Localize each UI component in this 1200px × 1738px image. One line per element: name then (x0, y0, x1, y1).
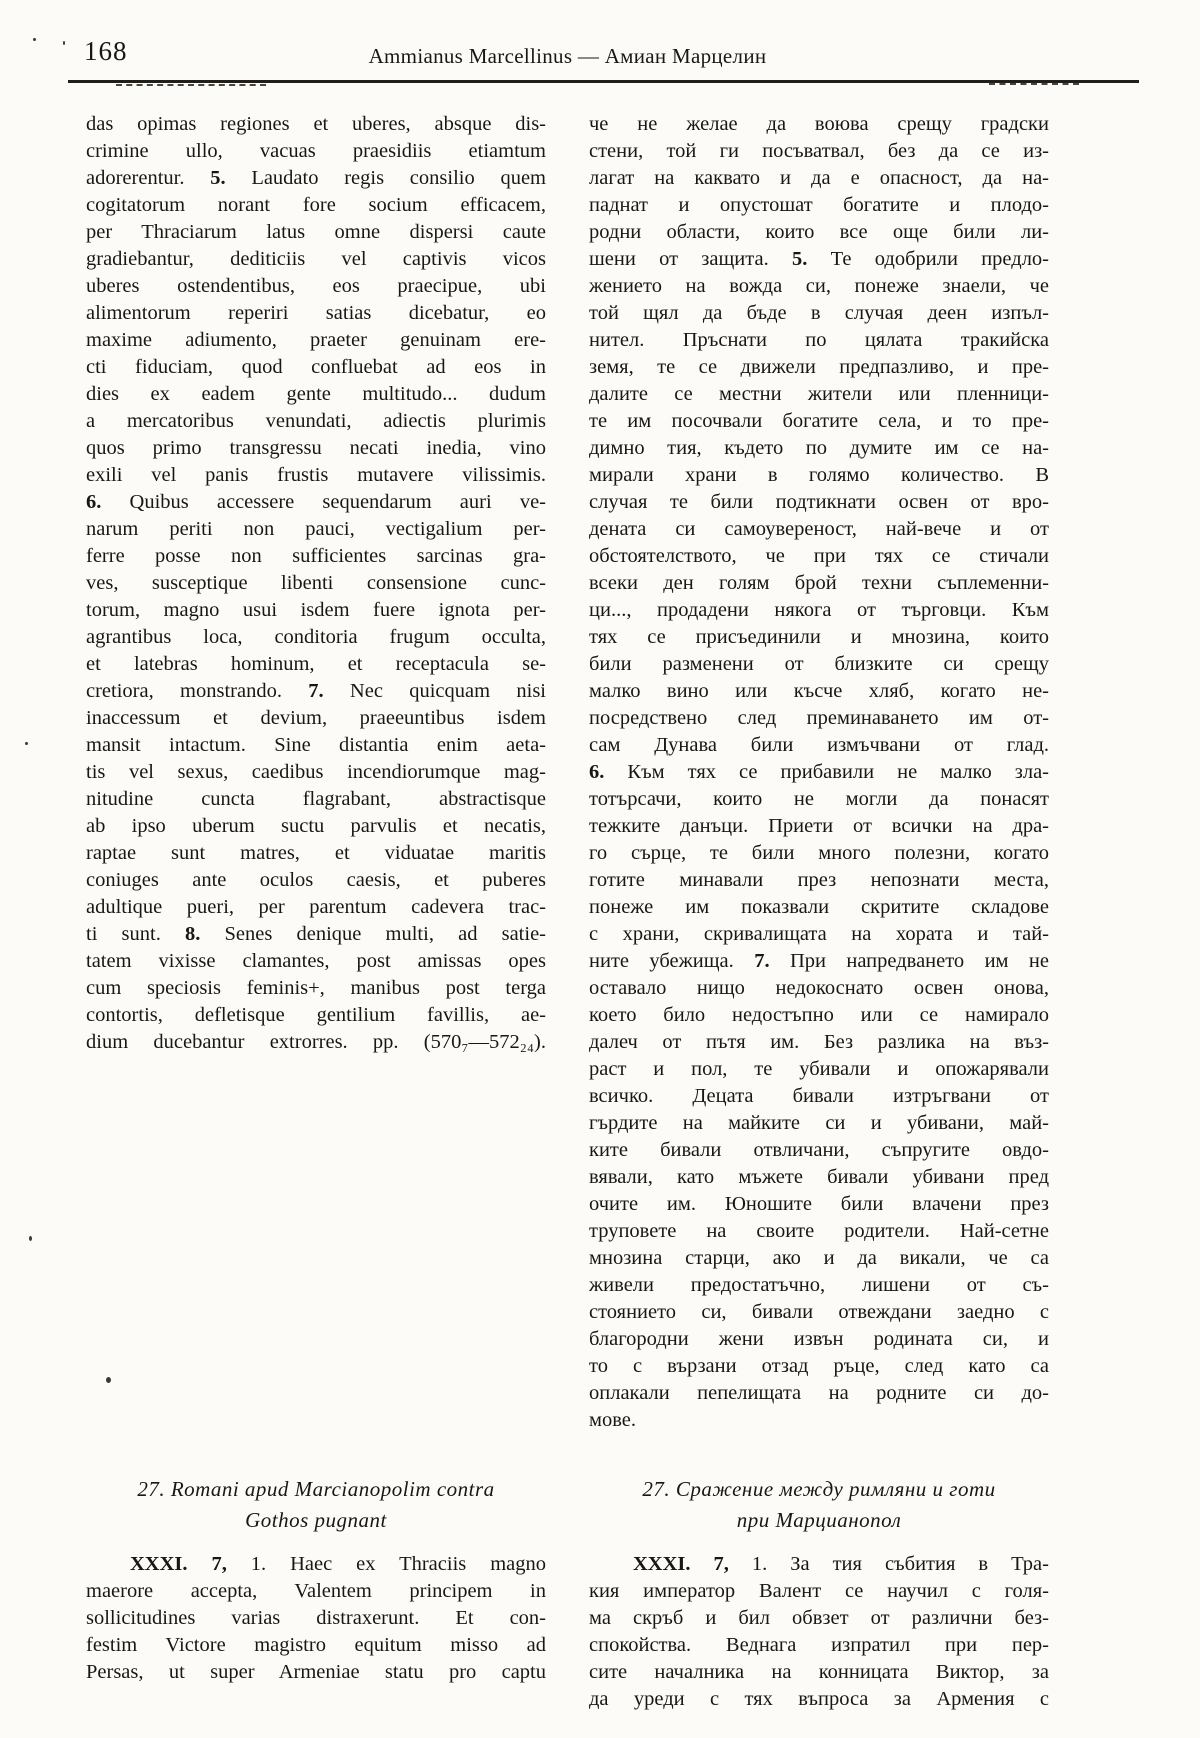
bulgarian-passage-2 (589, 1551, 1049, 1713)
two-column-text (86, 111, 1049, 1713)
bulgarian-section (589, 1474, 1049, 1713)
text-line: труповете на своите родители. Най-сетне (589, 1220, 1049, 1242)
text-line: coniuges ante oculos caesis, et puberes (86, 869, 546, 891)
text-line: ab ipso uberum suctu parvulis et necatis, (86, 815, 546, 837)
text-line: мове. (589, 1409, 637, 1431)
text-line: далите се местни жители или пленници- (589, 383, 1049, 405)
text-line: das opimas regiones et uberes, absque dis- (86, 113, 546, 135)
text-line: били разменени от близките си срещу (589, 653, 1049, 675)
text-line: малко вино или късче хляб, когато не- (589, 680, 1049, 702)
text-line: мнозина старци, ако и да викали, че са (589, 1247, 1049, 1269)
text-line: ките бивали отвличани, съпругите овдо- (589, 1139, 1049, 1161)
page-number: 168 (84, 36, 128, 66)
text-line: дената си самоувереност, най-вече и от (589, 518, 1049, 540)
text-line: жението на вожда си, понеже знаели, че (589, 275, 1049, 297)
scan-speck (33, 38, 36, 41)
text-line: festim Victore magistro equitum misso ad (86, 1634, 546, 1656)
text-line: maxime adiumento, praeter genuinam ere- (86, 329, 546, 351)
text-line: родни области, които все още били ли- (589, 221, 1049, 243)
text-line: нител. Пръснати по цялата тракийска (589, 329, 1049, 351)
bulgarian-passage (589, 111, 1049, 1434)
latin-passage (86, 111, 546, 1434)
text-line: inaccessum et devium, praeeuntibus isdem (86, 707, 546, 729)
latin-passage-2 (86, 1551, 546, 1686)
text-line: crimine ullo, vacuas praesidiis etiamtum (86, 140, 546, 162)
text-line: димно тия, където по думите им се на- (589, 437, 1049, 459)
heading-line: при Марцианопол (736, 1508, 902, 1532)
text-line: понеже им показвали скритите складове (589, 896, 1049, 918)
text-line: ti sunt. 8. Senes denique multi, ad satie- (86, 923, 546, 945)
text-line: го сърце, те били много полезни, когато (589, 842, 1049, 864)
text-line: dium ducebantur extrorres. pp. (570₇—572₂₄). (86, 1031, 546, 1053)
scan-speck (29, 1236, 32, 1241)
text-line: шени от защита. 5. Те одобрили предло- (589, 248, 1049, 270)
text-line: et latebras hominum, et receptacula se- (86, 653, 546, 675)
text-line: quos primo transgressu necati inedia, vino (86, 437, 546, 459)
text-line: cogitatorum norant fore socium efficacem, (86, 194, 546, 216)
text-line: adultique pueri, per parentum cadevera trac- (86, 896, 546, 918)
text-line: 6. Към тях се прибавили не малко зла- (589, 761, 1049, 783)
latin-section (86, 1474, 546, 1713)
text-line: alimentorum reperiri satias dicebatur, eo (86, 302, 546, 324)
text-line: ма скръб и бил обвзет от различни без- (589, 1607, 1049, 1629)
text-line: очите им. Юношите били влачени през (589, 1193, 1049, 1215)
text-line: per Thraciarum latus omne dispersi caute (86, 221, 546, 243)
rule-scan-fragment (116, 84, 266, 86)
text-line: тотърсачи, които не могли да понасят (589, 788, 1049, 810)
text-line: далеч от пътя им. Без разлика на въз- (589, 1031, 1049, 1053)
text-line: лагат на каквато и да е опасност, да на- (589, 167, 1049, 189)
text-line: вявали, като мъжете бивали убивани пред (589, 1166, 1049, 1188)
text-line: exili vel panis frustis mutavere vilissimis. (86, 464, 546, 486)
text-line: mansit intactum. Sine distantia enim aeta- (86, 734, 546, 756)
text-line: contortis, defletisque gentilium favillis, ae- (86, 1004, 546, 1026)
heading-line: 27. Romani apud Marcianopolim contra (137, 1477, 495, 1501)
text-line: посредствено след преминаването им от- (589, 707, 1049, 729)
running-title: Ammianus Marcellinus — Амиан Марцелин (368, 44, 767, 68)
heading-line: Gothos pugnant (245, 1508, 387, 1532)
text-line: uberes ostendentibus, eos praecipue, ubi (86, 275, 546, 297)
rule-scan-fragment (989, 83, 1079, 85)
text-line: всичко. Децата бивали изтръгвани от (589, 1085, 1049, 1107)
text-line: да уреди с тях въпроса за Армения с (589, 1688, 1049, 1710)
text-line: стоянието си, бивали отвеждани заедно с (589, 1301, 1049, 1323)
text-line: с храни, скривалищата на хората и тай- (589, 923, 1049, 945)
scan-speck (106, 1377, 111, 1383)
text-line: което било недостъпно или се намирало (589, 1004, 1049, 1026)
text-line: тежките данъци. Приети от всички на дра- (589, 815, 1049, 837)
text-line: че не желае да воюва срещу градски (589, 113, 1049, 135)
text-line: ци..., продадени някога от търговци. Към (589, 599, 1049, 621)
text-line: ves, susceptique libenti consensione cunc- (86, 572, 546, 594)
text-line: raptae sunt matres, et viduatae maritis (86, 842, 546, 864)
heading-line: 27. Сражение между римляни и готи (642, 1477, 996, 1501)
text-line: благородни жени извън родината си, и (589, 1328, 1049, 1350)
text-line: паднат и опустошат богатите и плодо- (589, 194, 1049, 216)
text-line: tis vel sexus, caedibus incendiorumque mag- (86, 761, 546, 783)
text-line: спокойства. Веднага изпратил при пер- (589, 1634, 1049, 1656)
text-line: XXXI. 7, 1. За тия събития в Тра- (633, 1553, 1049, 1575)
bulgarian-section-heading (589, 1474, 1049, 1536)
text-line: земя, те се движели предпазливо, и пре- (589, 356, 1049, 378)
text-line: cum speciosis feminis+, manibus post terga (86, 977, 546, 999)
text-line: случая те били подтикнати освен от вро- (589, 491, 1049, 513)
text-line: gradiebantur, dediticiis vel captivis vicos (86, 248, 546, 270)
text-line: a mercatoribus venundati, adiectis plurimis (86, 410, 546, 432)
text-line: сам Дунава били измъчвани от глад. (589, 734, 1049, 756)
text-line: той щял да бъде в случая деен изпъл- (589, 302, 1049, 324)
text-line: torum, magno usui isdem fuere ignota per- (86, 599, 546, 621)
text-line: те им посочвали богатите села, и то пре- (589, 410, 1049, 432)
text-line: оставало нищо недокоснато освен онова, (589, 977, 1049, 999)
text-line: ferre posse non sufficientes sarcinas gra- (86, 545, 546, 567)
header-rule (68, 80, 1139, 83)
text-line: nitudine cuncta flagrabant, abstractisque (86, 788, 546, 810)
text-line: agrantibus loca, conditoria frugum occulta, (86, 626, 546, 648)
text-line: то с вързани отзад ръце, след като са (589, 1355, 1049, 1377)
text-line: tatem vixisse clamantes, post amissas opes (86, 950, 546, 972)
text-line: dies ex eadem gente multitudo... dudum (86, 383, 546, 405)
text-line: живели предостатъчно, лишени от съ- (589, 1274, 1049, 1296)
text-line: оплакали пепелищата на родните си до- (589, 1382, 1049, 1404)
scan-speck (25, 742, 28, 745)
text-line: раст и пол, те убивали и опожарявали (589, 1058, 1049, 1080)
text-line: cti fiduciam, quod confluebat ad eos in (86, 356, 546, 378)
latin-section-heading (86, 1474, 546, 1536)
text-line: maerore accepta, Valentem principem in (86, 1580, 546, 1602)
page-header (84, 36, 1049, 69)
text-line: всеки ден голям брой техни съплеменни- (589, 572, 1049, 594)
text-line: обстоятелството, че при тях се стичали (589, 545, 1049, 567)
text-line: adorerentur. 5. Laudato regis consilio quem (86, 167, 546, 189)
text-line: кия император Валент се научил с голя- (589, 1580, 1049, 1602)
text-line: тях се присъединили и мнозина, които (589, 626, 1049, 648)
text-line: гърдите на майките си и убивани, май- (589, 1112, 1049, 1134)
text-line: готите минавали през непознати места, (589, 869, 1049, 891)
text-line: стени, той ги посъватвал, без да се из- (589, 140, 1049, 162)
text-line: XXXI. 7, 1. Haec ex Thraciis magno (130, 1553, 546, 1575)
text-line: Persas, ut super Armeniae statu pro captu (86, 1661, 546, 1683)
text-line: sollicitudines varias distraxerunt. Et con- (86, 1607, 546, 1629)
text-line: мирали храни в голямо количество. В (589, 464, 1049, 486)
text-line: ните убежища. 7. При напредването им не (589, 950, 1049, 972)
text-line: сите началника на конницата Виктор, за (589, 1661, 1049, 1683)
text-line: 6. Quibus accessere sequendarum auri ve- (86, 491, 546, 513)
text-line: cretiora, monstrando. 7. Nec quicquam nisi (86, 680, 546, 702)
text-line: narum periti non pauci, vectigalium per- (86, 518, 546, 540)
scan-speck (63, 41, 65, 45)
